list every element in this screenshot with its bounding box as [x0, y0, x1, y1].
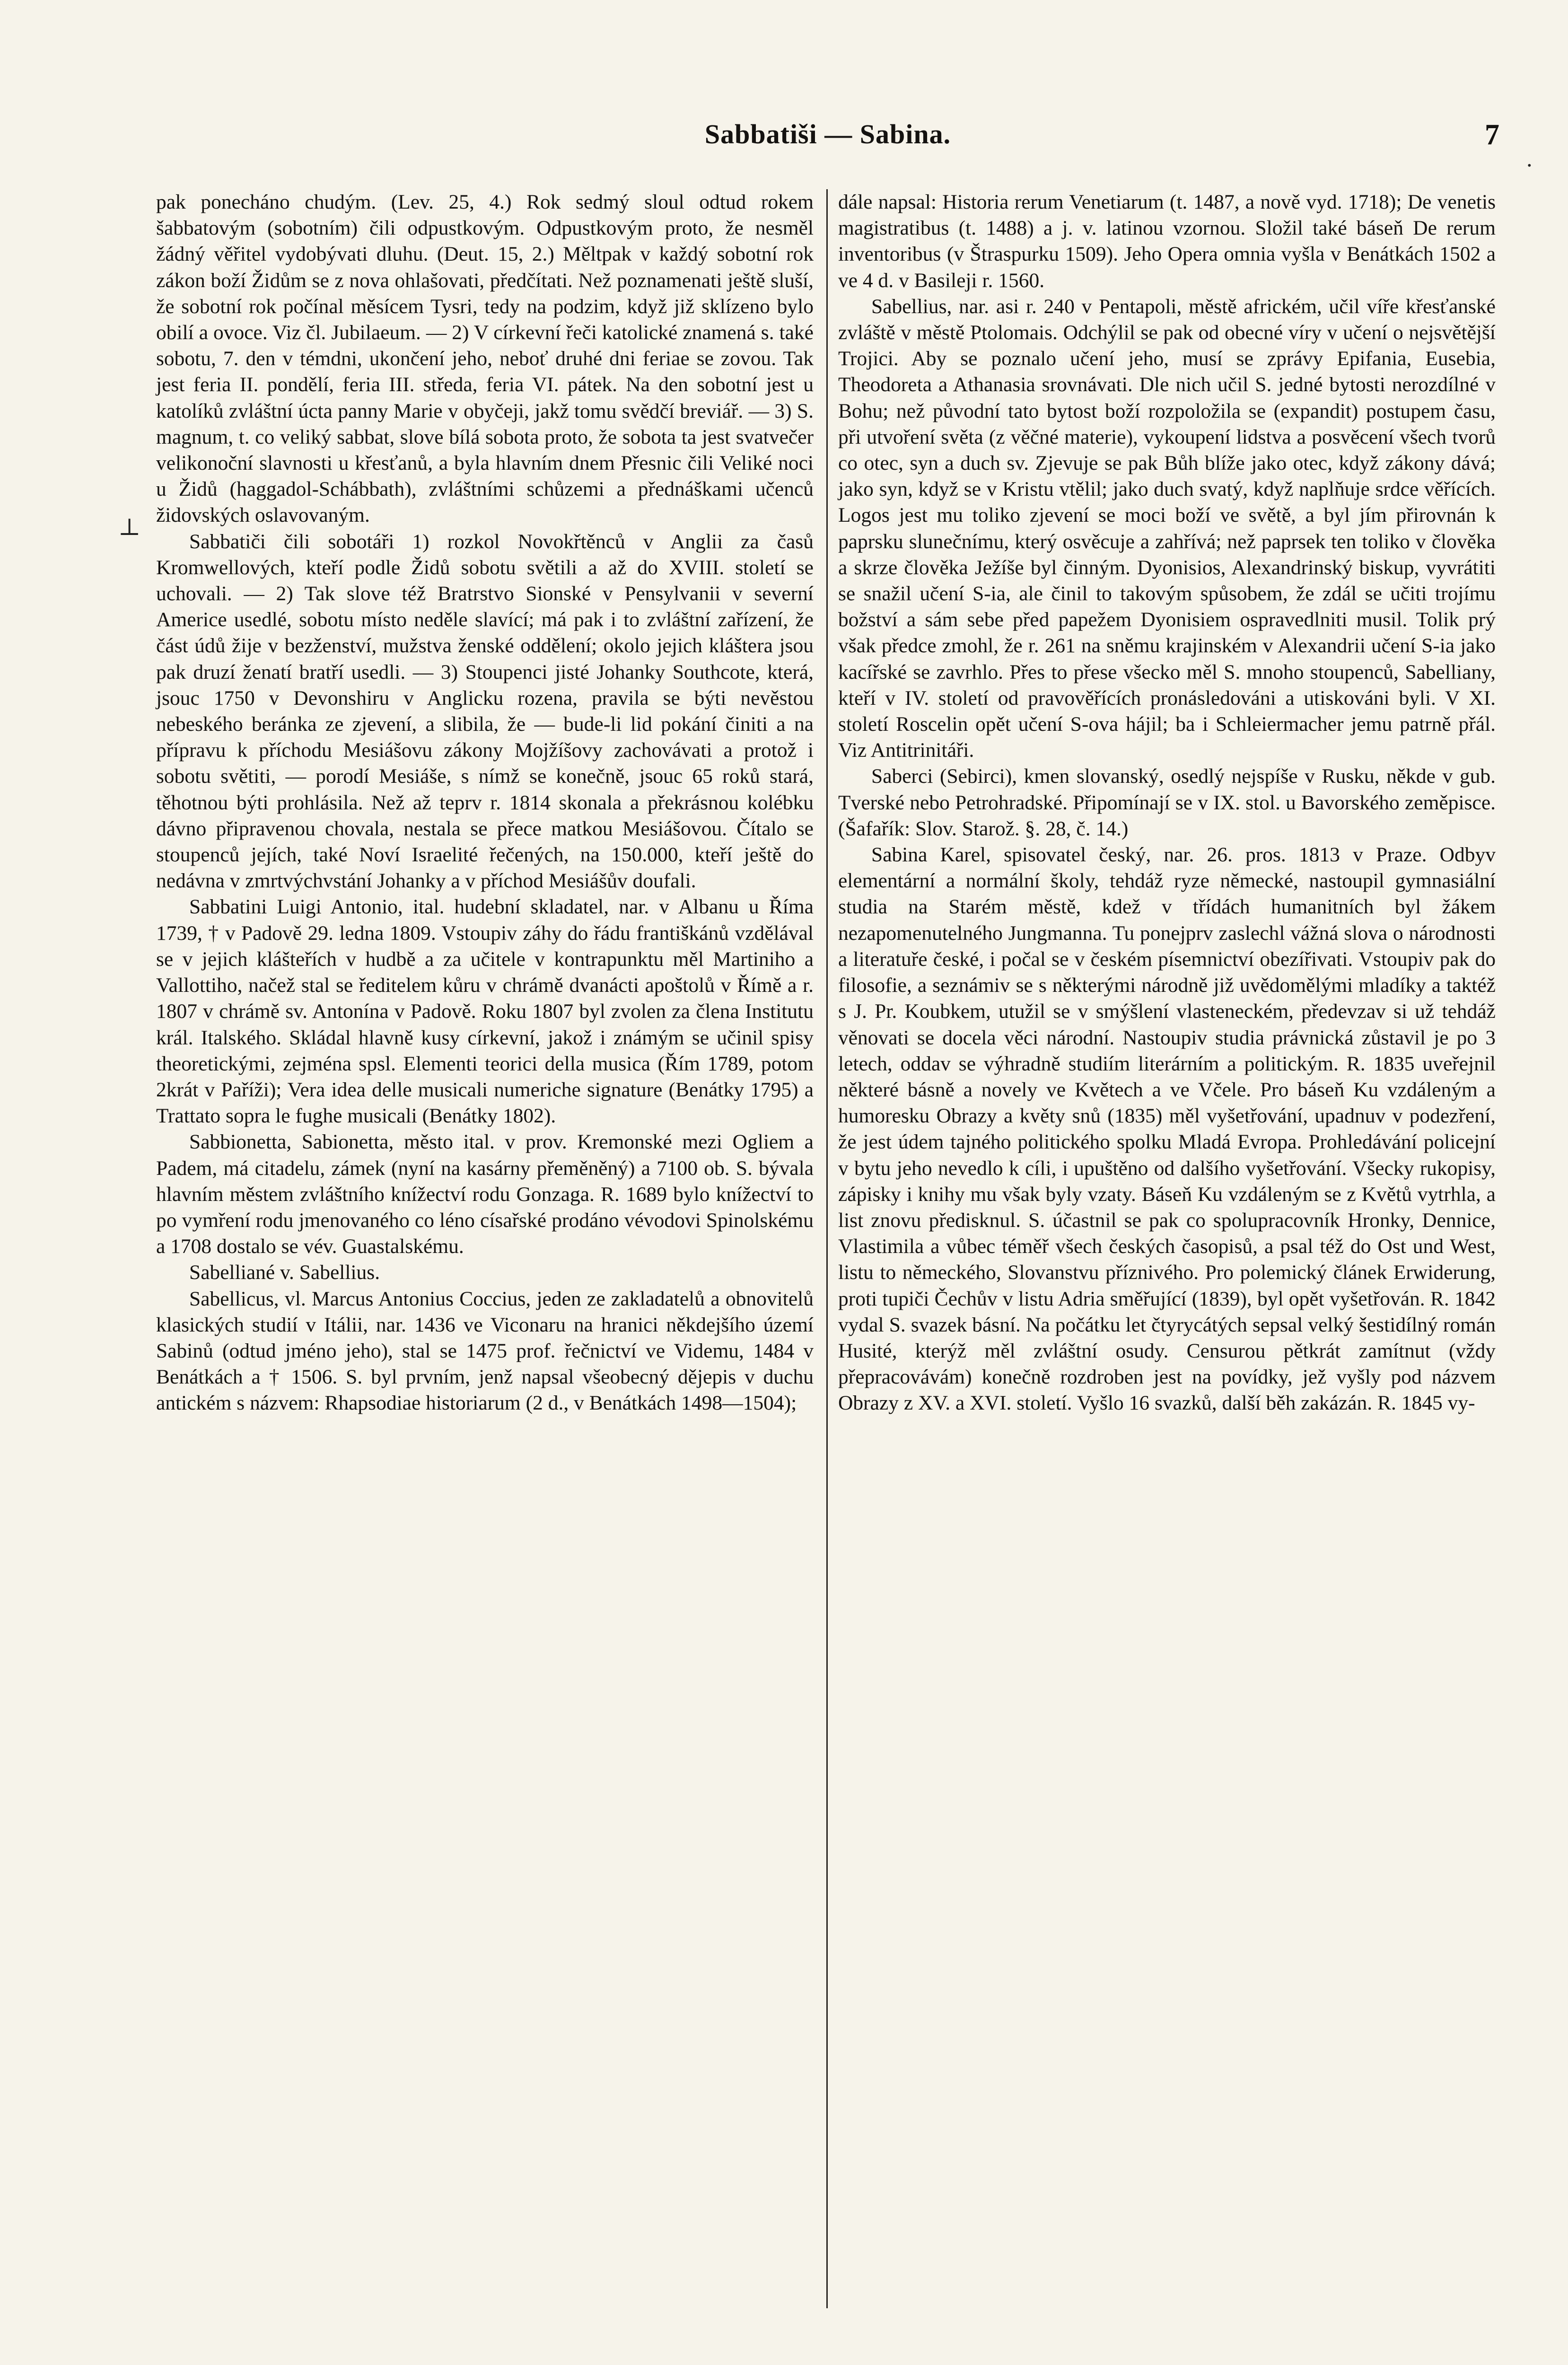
- margin-crop-mark: ⊥: [118, 514, 141, 540]
- header-title: Sabbatiši — Sabina.: [704, 119, 951, 149]
- entry-sabina: Sabina Karel, spisovatel český, nar. 26. pros. 1813 v Praze. Odbyv elementární a normální školy, tehdáž ryze německé, nastoupil gymnasiální studia na Starém městě, kdež v třídách humanitních byl žákem nezapomenutelného Jungmanna. Tu ponejprv zaslechl vážná slova o národnosti a literatuře české, i počal se v českém písemnictví obezířivati. Vstoupiv pak do filosofie, a seznámiv se s některými národně již uvědomělými mladíky a taktéž s J. Pr. Koubkem, utužil se v smýšlení vlasteneckém, předevzav si už tehdáž věnovati se docela věci národní. Nastoupiv studia právnická zůstavil je po 3 letech, oddav se výhradně studiím literárním a politickým. R. 1835 uveřejnil některé básně a novely ve Květech a ve Včele. Pro báseň Ku vzdáleným a humoresku Obrazy a květy snů (1835) měl vyšetřování, upadnuv v podezření, že jest údem tajného politického spolku Mladá Evropa. Prohledávání policejní v bytu jeho nevedlo k cíli, i upuštěno od dalšího vyšetřování. Všecky rukopisy, zápisky i knihy mu však byly vzaty. Báseň Ku vzdáleným se z Květů vytrhla, a list znovu předisknul. S. účastnil se pak co spolupracovník Hronky, Dennice, Vlastimila a vůbec téměř všech českých časopisů, a psal též do Ost und West, listu to německého, Slovanstvu příznivého. Pro polemický článek Erwiderung, proti tupiči Čechův v listu Adria směřující (1839), byl opět vyšetřován. R. 1842 vydal S. svazek básní. Na počátku let čtyrycátých sepsal velký šestidílný román Husité, kterýž měl zvláštní osudy. Censurou pětkrát zamítnut (vždy přepracovávám) konečně rozdroben jest na povídky, jež vyšly pod názvem Obrazy z XV. a XVI. století. Vyšlo 16 svazků, další běh zakázán. R. 1845 vy-: [838, 843, 1496, 1415]
- column-divider: [826, 189, 828, 2308]
- entry-sabellicus-continuation: dále napsal: Historia rerum Venetiarum (t. 1487, a nově vyd. 1718); De venetis magistratibus (t. 1488) a j. v. latinou vzornou. Složil také báseň De rerum inventoribus (v Štraspurku 1509). Jeho Opera omnia vyšla v Benátkách 1502 a ve 4 d. v Basileji r. 1560.: [838, 191, 1496, 292]
- left-column: [156, 189, 814, 1417]
- entry-sabelliane: Sabelliané v. Sabellius.: [189, 1261, 380, 1284]
- page-number: 7: [1485, 119, 1499, 151]
- entry-sabbionetta: Sabbionetta, Sabionetta, město ital. v prov. Kremonské mezi Ogliem a Padem, má citadelu, zámek (nyní na kasárny přeměněný) a 7100 ob. S. bývala hlavním městem zvláštního knížectví rodu Gonzaga. R. 1689 bylo knížectví to po vymření rodu jmenovaného co léno císařské prodáno vévodovi Spinolskému a 1708 dostalo se vév. Guastalskému.: [156, 1130, 814, 1258]
- margin-dot-mark: ·: [1525, 152, 1533, 178]
- entry-sabbat-continuation: pak ponecháno chudým. (Lev. 25, 4.) Rok sedmý sloul odtud rokem šabbatovým (sobotním) čili odpustkovým. Odpustkovým proto, že nesměl žádný věřitel vydobývati dluhu. (Deut. 15, 2.) Měltpak v každý sobotní rok zákon boží Židům se z nova ohlašovati, předčítati. Než poznamenati ještě sluší, že sobotní rok počínal měsícem Tysri, tedy na podzim, když již sklízeno bylo obilí a ovoce. Viz čl. Jubilaeum. — 2) V církevní řeči katolické znamená s. také sobotu, 7. den v témdni, ukončení jeho, neboť druhé dni feriae se zovou. Tak jest feria II. pondělí, feria III. středa, feria VI. pátek. Na den sobotní jest u katolíků zvláštní úcta panny Marie v obyčeji, jakž tomu svědčí breviář. — 3) S. magnum, t. co veliký sabbat, slove bílá sobota proto, že sobota ta jest svatvečer velikonoční slavnosti u křesťanů, a byla hlavním dnem Přesnic čili Veliké noci u Židů (haggadol-Schábbath), zvláštními schůzemi a přednáškami učenců židovských oslavovaným.: [156, 191, 814, 527]
- entry-saberci: Saberci (Sebirci), kmen slovanský, osedlý nejspíše v Rusku, někde v gub. Tverské nebo Petrohradské. Připomínají se v IX. stol. u Bavorského zeměpisce. (Šafařík: Slov. Starož. §. 28, č. 14.): [838, 765, 1496, 840]
- right-column: [838, 189, 1496, 1417]
- entry-sabbatini: Sabbatini Luigi Antonio, ital. hudební skladatel, nar. v Albanu u Říma 1739, † v Padově 29. ledna 1809. Vstoupiv záhy do řádu františkánů vzdělával se v jejich klášteřích v hudbě a za učitele v kontrapunktu měl Martiniho a Vallottiho, načež stal se ředitelem kůru v chrámě dvanácti apoštolů v Římě a r. 1807 v chrámě sv. Antonína v Padově. Roku 1807 byl zvolen za člena Institutu král. Italského. Skládal hlavně kusy církevní, jakož i známým se učinil spisy theoretickými, zejména spsl. Elementi teorici della musica (Řím 1789, potom 2krát v Paříži); Vera idea delle musicali numeriche signature (Benátky 1795) a Trattato sopra le fughe musicali (Benátky 1802).: [156, 895, 814, 1128]
- entry-sabbatici: Sabbatiči čili sobotáři 1) rozkol Novokřtěnců v Anglii za časů Kromwellových, kteří podle Židů sobotu světili a až do XVIII. století se uchovali. — 2) Tak slove též Bratrstvo Sionské v Pensylvanii v severní Americe usedlé, sobotu místo neděle slavící; má pak i to zvláštní zařízení, že část údů žije v bezženství, mužstva ženské oddělení; okolo jejich kláštera jsou pak druzí ženatí bratří usedli. — 3) Stoupenci jisté Johanky Southcote, která, jsouc 1750 v Devonshiru v Anglicku rozena, pravila se býti nevěstou nebeského beránka ze zjevení, a slibila, že — bude-li lid pokání činiti a na přípravu k příchodu Mesiášovu zákony Mojžíšovy zachovávati a protož i sobotu světiti, — porodí Mesiáše, s nímž se konečně, jsouc 65 roků stará, těhotnou býti prohlásila. Než až teprv r. 1814 skonala a překrásnou kolébku dávno připravenou chovala, nestala se přece matkou Mesiášovou. Čítalo se stoupenců jejích, také Noví Israelité řečených, na 150.000, kteří ještě do nedávna v zmrtvýchvstání Johanky a v příchod Mesiášův doufali.: [156, 530, 814, 893]
- entry-sabellius: Sabellius, nar. asi r. 240 v Pentapoli, městě africkém, učil víře křesťanské zvláště v městě Ptolomais. Odchýlil se pak od obecné víry v učení o nejsvětější Trojici. Aby se poznalo učení jeho, musí se zprávy Epifania, Eusebia, Theodoreta a Athanasia srovnávati. Dle nich učil S. jedné bytosti nerozdílné v Bohu; než původní tato bytost boží rozpoložila se (expandit) postupem času, při utvoření světa (z věčné materie), vykoupení lidstva a posvěcení všech tvorů co otec, syn a duch sv. Zjevuje se pak Bůh blíže jako otec, když zákony dává; jako syn, když se v Kristu vtělil; jako duch svatý, když naplňuje srdce věřících. Logos jest mu toliko zjevení se moci boží ve světě, a byl jím přirovnán k paprsku slunečnímu, který osvěcuje a zahřívá; než paprsek ten toliko v člověka a skrze člověka Ježíše byl činným. Dyonisios, Alexandrinský biskup, vyvrátiti se snažil učení S-ia, ale činil to takovým spůsobem, že zdál se učiti trojímu božství a sám sebe před papežem Dyonisiem ospravedlniti musil. Tolik prý však předce zmohl, že r. 261 na sněmu krajinském v Alexandrii učení S-ia jako kacířské se zavrhlo. Přes to přese všecko měl S. mnoho stoupenců, Sabelliany, kteří v IV. století od pravověřících pronásledováni a utiskováni byli. V XI. století Roscelin opět učení S-ova hájil; ba i Schleiermacher jemu patrně přál. Viz Antitrinitáři.: [838, 295, 1496, 762]
- entry-sabellicus: Sabellicus, vl. Marcus Antonius Coccius, jeden ze zakladatelů a obnovitelů klasických studií v Itálii, nar. 1436 ve Viconaru na hranici někdejšího území Sabinů (odtud jméno jeho), stal se 1475 prof. řečnictví ve Videmu, 1484 v Benátkách a † 1506. S. byl prvním, jenž napsal všeobecný dějepis v duchu antickém s názvem: Rhapsodiae historiarum (2 d., v Benátkách 1498—1504);: [156, 1287, 814, 1415]
- running-header: [156, 118, 1499, 161]
